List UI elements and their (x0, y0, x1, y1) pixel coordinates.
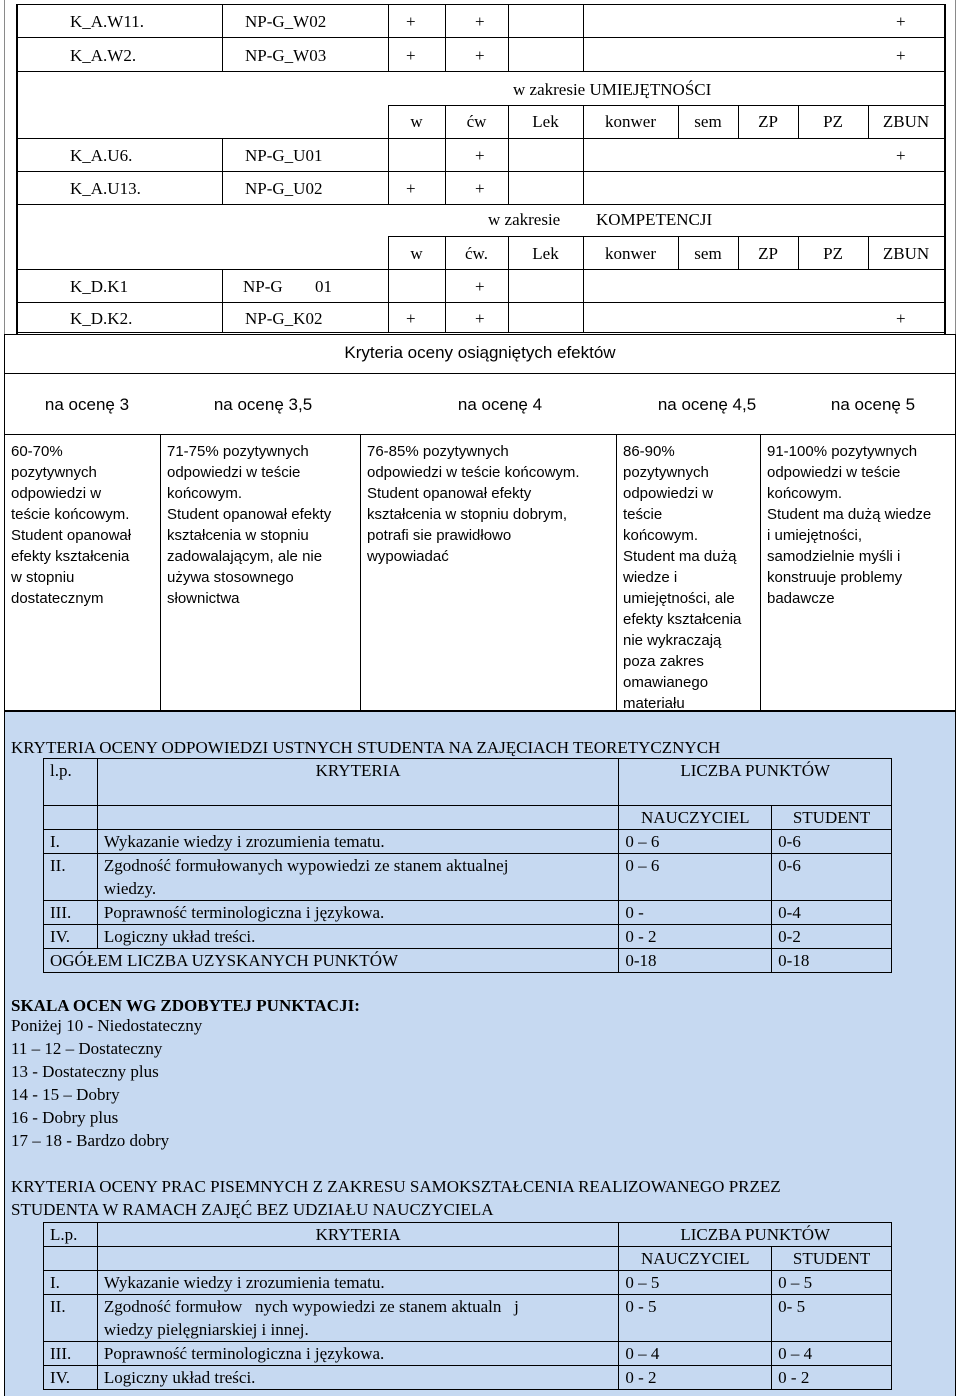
competence-title-b: KOMPETENCJI (596, 210, 713, 229)
description-line: pozytywnych (11, 464, 97, 481)
mark: + (896, 146, 906, 165)
student-points: 0-6 (772, 854, 892, 901)
criterion (97, 854, 618, 901)
description-line: końcowym. (167, 485, 243, 502)
criterion (97, 1295, 619, 1342)
teacher-points: 0 - 2 (619, 1366, 772, 1390)
student-header: STUDENT (772, 1247, 892, 1271)
teacher-header: NAUCZYCIEL (619, 806, 772, 830)
effect-code: K_A.U6. (70, 146, 133, 165)
student-header: STUDENT (772, 806, 892, 830)
description-line: 91-100% pozytywnych (767, 443, 918, 460)
description-line: 76-85% pozytywnych (367, 443, 509, 460)
effect-code: K_D.K1 (70, 277, 129, 296)
form-header: Lek (532, 244, 559, 263)
description-line: dostatecznym (11, 590, 104, 607)
form-header: ZP (758, 244, 778, 263)
total-teacher-points: 0-18 (619, 949, 772, 973)
row-number: I. (44, 830, 98, 854)
grade-header: na ocenę 5 (830, 395, 916, 414)
grade-header: na ocenę 3 (44, 395, 130, 414)
grade-description (367, 441, 612, 567)
scale-line: 14 - 15 – Dobry (11, 1085, 120, 1104)
description-line: Student opanował efekty (367, 485, 532, 502)
skills-section-title: w zakresie UMIEJĘTNOŚCI (513, 80, 712, 99)
row-number: IV. (44, 1366, 98, 1390)
teacher-points: 0 - (619, 901, 772, 925)
description-line: kształcenia w stopniu dobrym, (367, 506, 568, 523)
student-points: 0- 5 (772, 1295, 892, 1342)
effect-ref-number: 01 (315, 277, 332, 296)
description-line: pozytywnych (623, 464, 709, 481)
description-line: używa stosownego (167, 569, 294, 586)
description-line: zadowalającym, ale nie (167, 548, 323, 565)
criteria-header: KRYTERIA (97, 1223, 619, 1247)
description-line: Student opanował efekty (167, 506, 332, 523)
row-number: III. (44, 901, 98, 925)
row-number: IV. (44, 925, 98, 949)
form-header: sem (694, 112, 722, 131)
total-label: OGÓŁEM LICZBA UZYSKANYCH PUNKTÓW (44, 949, 619, 973)
description-line: samodzielnie myśli i (767, 548, 901, 565)
criterion: Logiczny układ treści. (97, 1366, 619, 1390)
description-line: nie wykraczają (623, 632, 722, 649)
form-header: ZP (758, 112, 778, 131)
criterion: Logiczny układ treści. (97, 925, 618, 949)
teacher-points: 0 - 5 (619, 1295, 772, 1342)
student-points: 0-6 (772, 830, 892, 854)
student-points: 0 - 2 (772, 1366, 892, 1390)
lp-header: l.p. (44, 759, 98, 806)
grading-panel (4, 712, 956, 1396)
effect-code: K_D.K2. (70, 309, 133, 328)
page-frame-right (955, 0, 956, 336)
criterion-line: wiedzy. (103, 879, 157, 898)
description-line: odpowiedzi w (11, 485, 102, 502)
description-line: Student ma dużą wiedze (767, 506, 932, 523)
form-header: w (410, 244, 423, 263)
description-line: Student ma dużą (623, 548, 737, 565)
description-line: odpowiedzi w (623, 485, 714, 502)
form-header: PZ (823, 244, 843, 263)
description-line: w stopniu (11, 569, 75, 586)
written-criteria-table (43, 1222, 892, 1390)
effects-matrix (16, 4, 946, 334)
mark: + (475, 277, 485, 296)
description-line: Student opanował (11, 527, 132, 544)
student-points: 0 – 5 (772, 1271, 892, 1295)
points-header: LICZBA PUNKTÓW (619, 1223, 892, 1247)
grade-header: na ocenę 3,5 (213, 395, 313, 414)
mark: + (475, 179, 485, 198)
mark: + (896, 309, 906, 328)
assessment-criteria (4, 334, 956, 712)
criterion-line: Zgodność formułowanych wypowiedzi ze stanem aktualnej (103, 856, 509, 875)
criterion-line: Zgodność formułow nych wypowiedzi ze stanem aktualn j (103, 1297, 519, 1316)
page-frame-left (4, 0, 5, 336)
scale-title: SKALA OCEN WG ZDOBYTEJ PUNKTACJI: (11, 996, 360, 1015)
teacher-points: 0 – 4 (619, 1342, 772, 1366)
description-line: końcowym. (767, 485, 843, 502)
description-line: kształcenia w stopniu (167, 527, 309, 544)
oral-criteria-title: KRYTERIA OCENY ODPOWIEDZI USTNYCH STUDENTA NA ZAJĘCIACH TEORETYCZNYCH (11, 738, 721, 757)
description-line: efekty kształcenia (11, 548, 130, 565)
description-line: 71-75% pozytywnych (167, 443, 309, 460)
description-line: odpowiedzi w teście końcowym. (367, 464, 580, 481)
mark: + (475, 146, 485, 165)
teacher-points: 0 - 2 (619, 925, 772, 949)
description-line: końcowym. (623, 527, 699, 544)
description-line: efekty kształcenia (623, 611, 742, 628)
description-line: konstruuje problemy (767, 569, 903, 586)
teacher-header: NAUCZYCIEL (619, 1247, 772, 1271)
mark: + (896, 46, 906, 65)
student-points: 0-4 (772, 901, 892, 925)
effect-ref: NP-G_U01 (245, 146, 323, 165)
form-header: sem (694, 244, 722, 263)
mark: + (406, 46, 416, 65)
scale-line: 11 – 12 – Dostateczny (11, 1039, 163, 1058)
grade-header: na ocenę 4,5 (657, 395, 757, 414)
scale-line: 17 – 18 - Bardzo dobry (11, 1131, 170, 1150)
scale-line: 16 - Dobry plus (11, 1108, 119, 1127)
description-line: umiejętności, ale (623, 590, 735, 607)
criterion: Wykazanie wiedzy i zrozumienia tematu. (97, 1271, 619, 1295)
description-line: omawianego (623, 674, 709, 691)
description-line: 86-90% (623, 443, 675, 460)
description-line: teście końcowym. (11, 506, 130, 523)
student-points: 0-2 (772, 925, 892, 949)
points-header: LICZBA PUNKTÓW (619, 759, 892, 806)
description-line: odpowiedzi w teście (767, 464, 901, 481)
description-line: słownictwa (167, 590, 240, 607)
description-line: i umiejętności, (767, 527, 863, 544)
effect-ref: NP-G_W03 (245, 46, 327, 65)
scale-line: 13 - Dostateczny plus (11, 1062, 159, 1081)
student-points: 0 – 4 (772, 1342, 892, 1366)
mark: + (406, 179, 416, 198)
mark: + (475, 309, 485, 328)
written-criteria-title-cont: STUDENTA W RAMACH ZAJĘĆ BEZ UDZIAŁU NAUCZYCIELA (11, 1200, 494, 1219)
form-header: ćw. (465, 244, 488, 263)
grade-description (11, 441, 156, 609)
written-criteria-title: KRYTERIA OCENY PRAC PISEMNYCH Z ZAKRESU SAMOKSZTAŁCENIA REALIZOWANEGO PRZEZ (11, 1177, 781, 1196)
form-header: konwer (605, 112, 656, 131)
criterion: Wykazanie wiedzy i zrozumienia tematu. (97, 830, 618, 854)
row-number: II. (44, 1295, 98, 1342)
effect-code: K_A.W2. (70, 46, 137, 65)
grade-description (167, 441, 357, 609)
form-header: ćw (466, 112, 487, 131)
description-line: 60-70% (11, 443, 63, 460)
grade-description (767, 441, 955, 609)
effect-ref: NP-G_W02 (245, 12, 327, 31)
teacher-points: 0 – 6 (619, 830, 772, 854)
description-line: badawcze (767, 590, 835, 607)
form-header: ZBUN (882, 244, 930, 263)
description-line: odpowiedzi w teście (167, 464, 301, 481)
description-line: materiału (623, 695, 685, 712)
criterion-line: wiedzy pielęgniarskiej i innej. (103, 1320, 309, 1339)
teacher-points: 0 – 6 (619, 854, 772, 901)
criteria-title: Kryteria oceny osiągniętych efektów (344, 343, 616, 362)
competence-title-a: w zakresie (488, 210, 561, 229)
description-line: wypowiadać (367, 548, 449, 565)
grade-header: na ocenę 4 (457, 395, 543, 414)
mark: + (475, 12, 485, 31)
effect-ref: NP-G_U02 (245, 179, 323, 198)
mark: + (475, 46, 485, 65)
lp-header: L.p. (44, 1223, 98, 1247)
form-header: PZ (823, 112, 843, 131)
mark: + (406, 309, 416, 328)
form-header: ZBUN (882, 112, 930, 131)
criterion: Poprawność terminologiczna i językowa. (97, 901, 618, 925)
form-header: konwer (605, 244, 656, 263)
criteria-header: KRYTERIA (97, 759, 618, 806)
description-line: poza zakres (623, 653, 704, 670)
description-line: wiedze i (623, 569, 678, 586)
row-number: III. (44, 1342, 98, 1366)
oral-criteria-table (43, 758, 892, 973)
row-number: I. (44, 1271, 98, 1295)
criterion: Poprawność terminologiczna i językowa. (97, 1342, 619, 1366)
form-header: Lek (532, 112, 559, 131)
teacher-points: 0 – 5 (619, 1271, 772, 1295)
effect-code: K_A.U13. (70, 179, 141, 198)
form-header: w (410, 112, 423, 131)
row-number: II. (44, 854, 98, 901)
mark: + (896, 12, 906, 31)
effect-ref: NP-G_K02 (245, 309, 323, 328)
total-student-points: 0-18 (772, 949, 892, 973)
grade-description (623, 441, 758, 714)
description-line: potrafi sie prawidłowo (367, 527, 512, 544)
scale-line: Poniżej 10 - Niedostateczny (11, 1016, 203, 1035)
effect-ref: NP-G (243, 277, 283, 296)
description-line: teście (623, 506, 663, 523)
mark: + (406, 12, 416, 31)
effect-code: K_A.W11. (70, 12, 144, 31)
